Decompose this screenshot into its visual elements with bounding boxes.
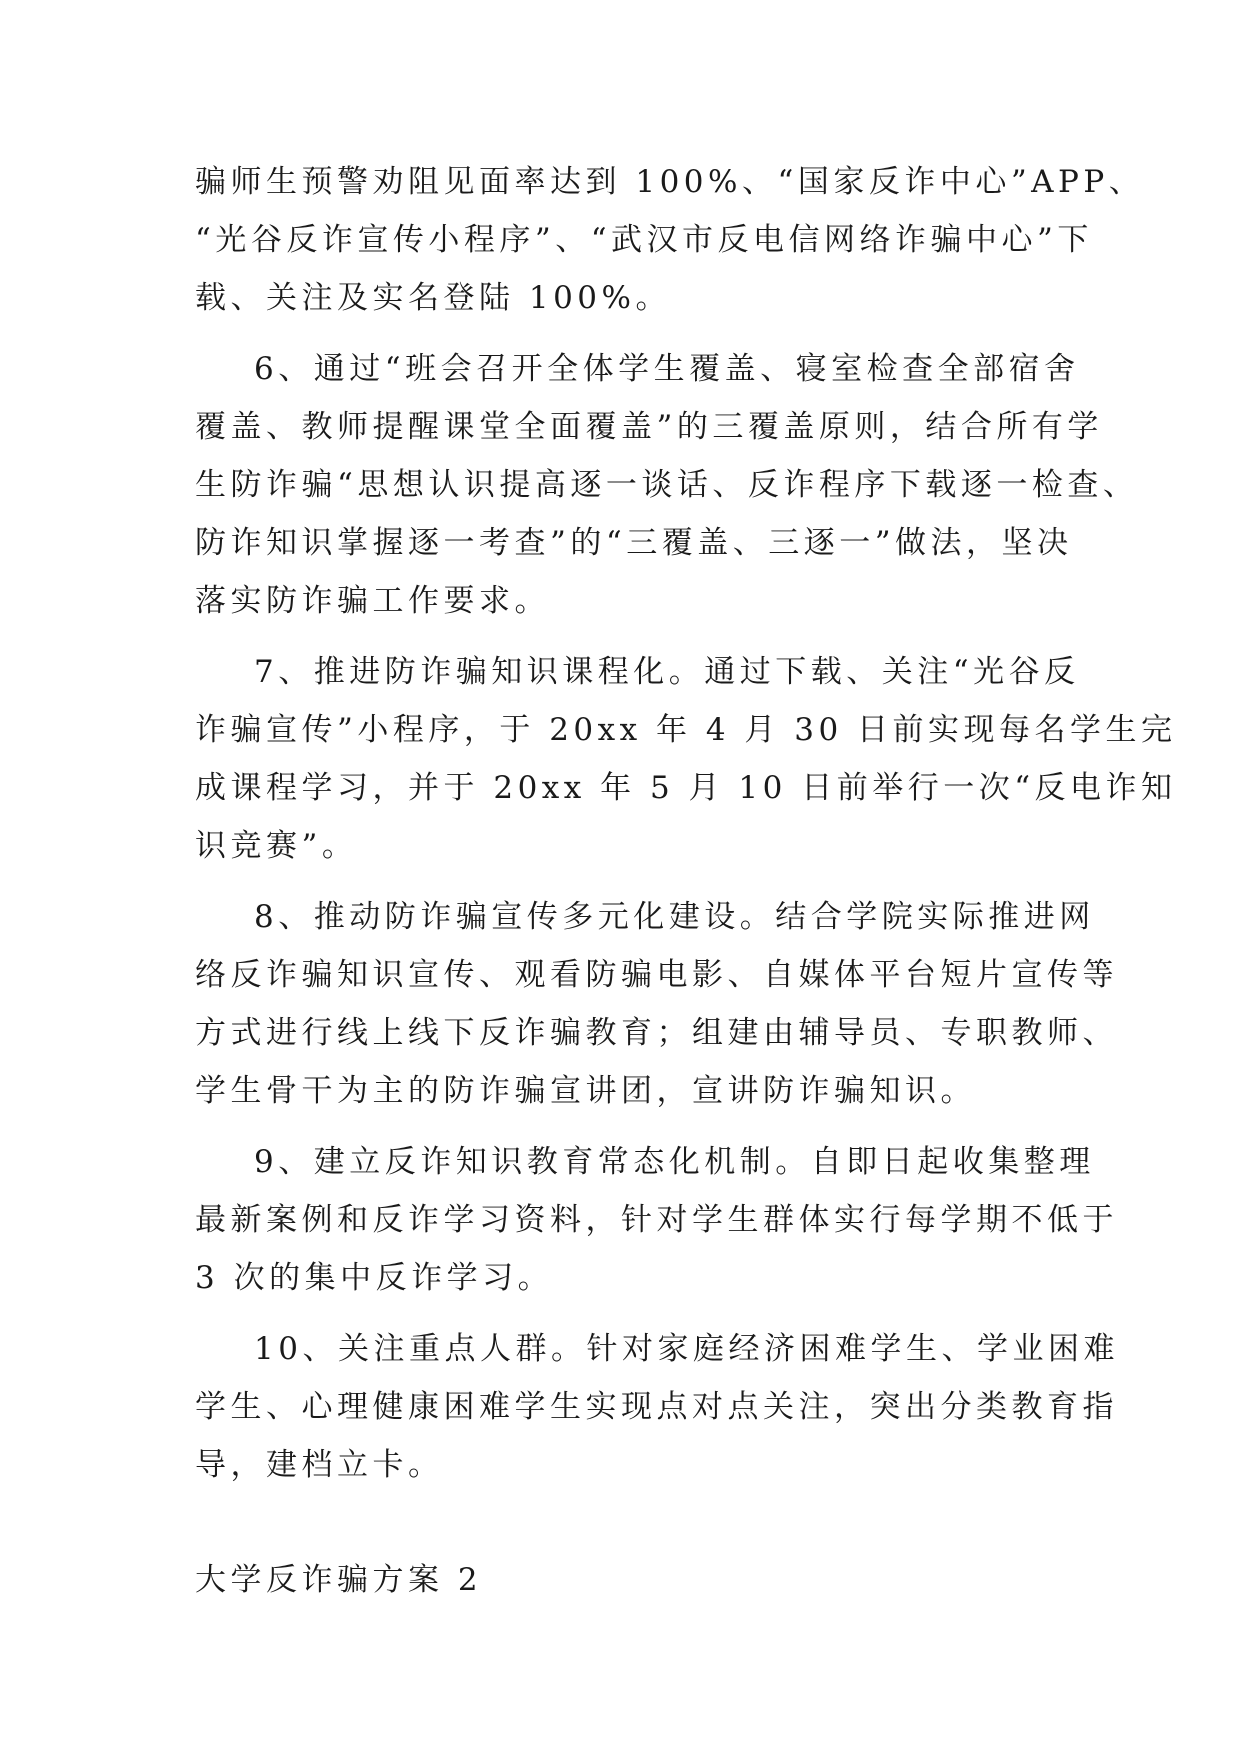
- paragraph-7-first-line: 7、推进防诈骗知识课程化。通过下载、关注“光谷反: [254, 654, 1080, 690]
- text-line: 络反诈骗知识宣传、观看防骗电影、自媒体平台短片宣传等: [195, 957, 1118, 993]
- text-line: 识竞赛”。: [195, 828, 358, 864]
- text-line: 防诈知识掌握逐一考查”的“三覆盖、三逐一”做法，坚决: [195, 525, 1073, 561]
- paragraph-6-first-line: 6、通过“班会召开全体学生覆盖、寝室检查全部宿舍: [254, 351, 1080, 387]
- text-line: 最新案例和反诈学习资料，针对学生群体实行每学期不低于: [195, 1202, 1118, 1238]
- text-line: 落实防诈骗工作要求。: [195, 583, 550, 619]
- text-line: 生防诈骗“思想认识提高逐一谈话、反诈程序下载逐一检查、: [195, 467, 1139, 503]
- text-line: 导，建档立卡。: [195, 1447, 444, 1483]
- paragraph-9-first-line: 9、建立反诈知识教育常态化机制。自即日起收集整理: [254, 1144, 1095, 1180]
- text-line: 学生、心理健康困难学生实现点对点关注，突出分类教育指: [195, 1389, 1118, 1425]
- text-line: 3 次的集中反诈学习。: [195, 1260, 554, 1296]
- section-heading: 大学反诈骗方案 2: [195, 1562, 483, 1598]
- text-line: 覆盖、教师提醒课堂全面覆盖”的三覆盖原则，结合所有学: [195, 409, 1103, 445]
- paragraph-8-first-line: 8、推动防诈骗宣传多元化建设。结合学院实际推进网: [254, 899, 1095, 935]
- text-line: 诈骗宣传”小程序，于 20xx 年 4 月 30 日前实现每名学生完: [195, 712, 1177, 748]
- text-line: 方式进行线上线下反诈骗教育；组建由辅导员、专职教师、: [195, 1015, 1118, 1051]
- text-line: 载、关注及实名登陆 100%。: [195, 280, 671, 316]
- text-line: 骗师生预警劝阻见面率达到 100%、“国家反诈中心”APP、: [195, 164, 1145, 200]
- paragraph-10-first-line: 10、关注重点人群。针对家庭经济困难学生、学业困难: [254, 1331, 1119, 1367]
- text-line: 成课程学习，并于 20xx 年 5 月 10 日前举行一次“反电诈知: [195, 770, 1177, 806]
- text-line: “光谷反诈宣传小程序”、“武汉市反电信网络诈骗中心”下: [195, 222, 1093, 258]
- text-line: 学生骨干为主的防诈骗宣讲团，宣讲防诈骗知识。: [195, 1073, 976, 1109]
